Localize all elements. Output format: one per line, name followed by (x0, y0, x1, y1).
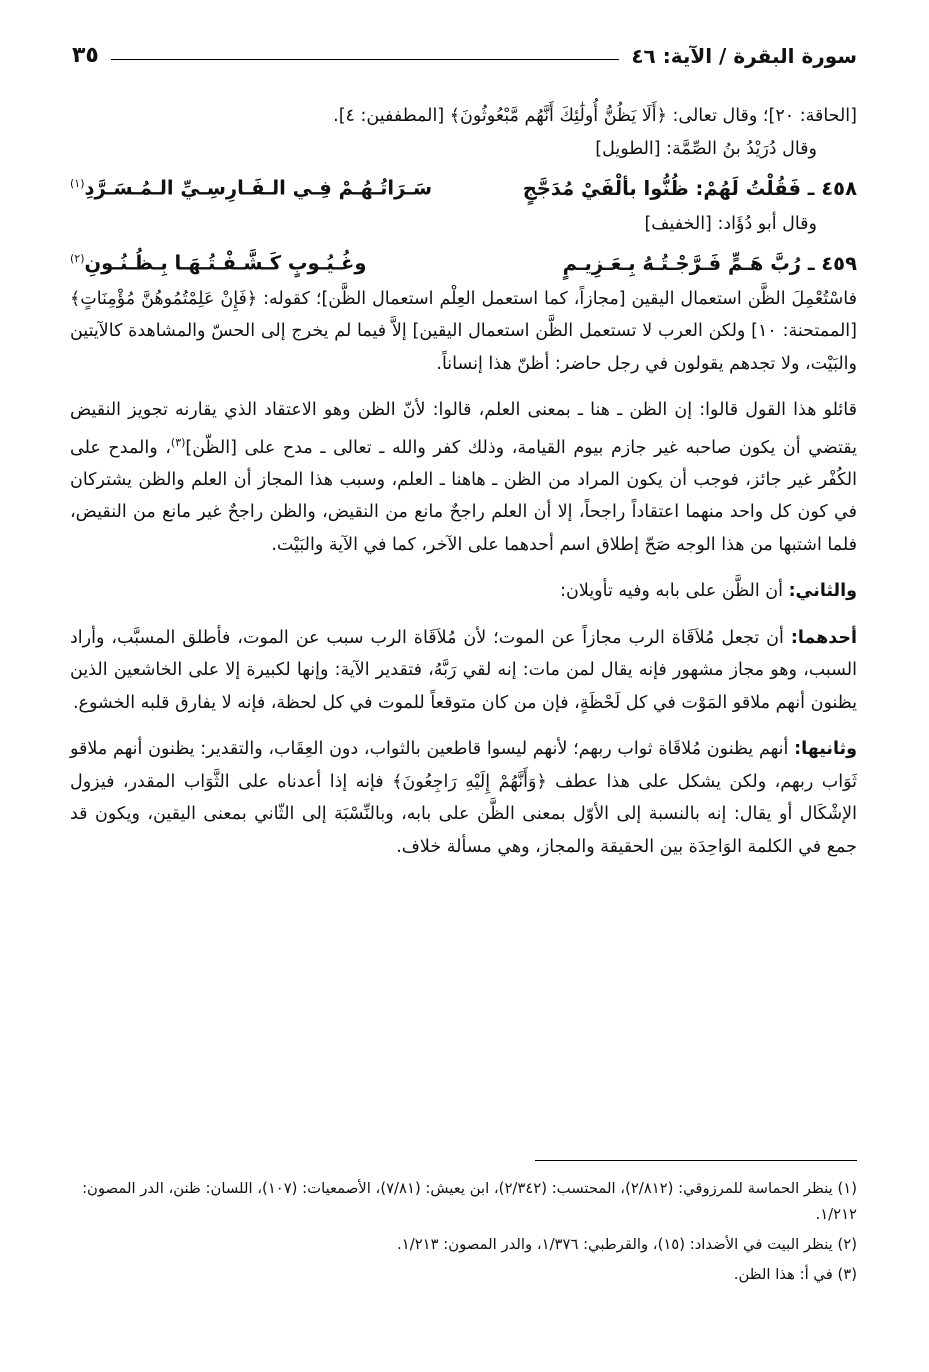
verse-459-second-hemistich (70, 240, 367, 283)
paragraph-gap (70, 608, 857, 622)
verse-458-first-hemistich (523, 170, 857, 208)
running-title: سورة البقرة / الآية: ٤٦ (631, 44, 857, 68)
lead-first-interpretation: أحدهما: (790, 627, 857, 648)
footnote-1: (١) ينظر الحماسة للمرزوقي: (٢/٨١٢)، المحتسب: (٢/٣٤٢)، ابن يعيش: (٧/٨١)، الأصمعيات: (١٠٧)، اللسان: ظنن، الدر المصون: ١/٢١٢. (82, 1180, 857, 1223)
verse-459-right: ـ رُبَّ هَـمٍّ فَـرَّجْـتُـهُ بِـعَـزِيـمٍ (562, 251, 815, 275)
footnote-2: (٢) ينظر البيت في الأضداد: (١٥)، والقرطبي: ١/٣٧٦، والدر المصون: ١/٢١٣. (397, 1236, 857, 1253)
verse-458-right: ـ فَقُلْتُ لَهُمْ: ظُنُّوا بألْفَيْ مُدَجَّجٍ (522, 176, 815, 200)
footnote-ref-2[interactable]: (٢) (70, 252, 85, 265)
verse-458-number: ٤٥٨ (821, 176, 857, 200)
page-number: ٣٥ (72, 43, 99, 68)
verse-459 (70, 240, 857, 283)
interpretation-two-text: أنهم يظنون مُلاقَاة ثواب ربهم؛ لأنهم ليسوا قاطعين بالثواب، دون العِقَاب، والتقدير: يظنون أنهم ملاقو ثَوَاب ربهم، ولكن يشكل على هذا عطف ﴿وَأَنَّهُمْ إِلَيْهِ رَاجِعُونَ﴾ فإنه إذا أعدناه على الثَّوَاب المقدر، فيزول الإشْكَال أو يقال: إنه بالنسبة إلى الأوّل بمعنى الظَّن على بابه، وبالنِّسْبَة إلى الثّاني بمعنى اليقين، ويكون قد جمع في الكلمة الوَاحِدَة بين الحقيقة والمجاز، وهي مسألة خلاف. (70, 739, 857, 857)
poet-intro-abu-duad: وقال أبو دُؤَاد: [الخفيف] (644, 213, 817, 234)
footnote-ref-3[interactable]: (٣) (170, 435, 186, 449)
paragraph-first-opinion-b: ، والمدح على الكُفْر غير جائز، فوجب أن يكون المراد من الظن ـ هاهنا ـ العلم، وسبب هذا المجاز أن العلم والظن يشتركان في كون كل واحد منهما اعتقاداً راجحاً، إلا أن العلم راجحٌ مانع من النقيض، والظن راجحٌ غير مانع من النقيض، فلما اشتبها من هذا الوجه صَحّ إطلاق اسم أحدهما على الآخر، كما في الآية والبَيْت. (70, 437, 857, 555)
paragraph-gap (70, 719, 857, 733)
footnote-3: (٣) في أ: هذا الظن. (733, 1266, 857, 1283)
paragraph-second-opinion (70, 575, 857, 608)
verse-458-left: سَـرَاتُـهُـمْ فِـي الـفَـارِسِـيِّ الـمُـسَـرَّدِ (84, 176, 433, 200)
paragraph-usage: فاسْتُعْمِلَ الظَّن استعمال اليقين [مجازاً، كما استعمل العِلْم استعمال الظَّن]؛ كقوله: ﴿فَإِنْ عَلِمْتُمُوهُنَّ مُؤْمِنَاتٍ﴾ [الممتحنة: ١٠] ولكن العرب لا تستعمل الظَّن استعمال اليقين] إلاَّ فيما لم يخرج إلى الحسّ والمشاهدة كالآيتين والبَيْت، ولا تجدهم يقولون في رجل حاضر: أظنّ هذا إنساناً. (70, 288, 857, 374)
paragraph-interpretation-two (70, 733, 857, 863)
paragraph-gap (70, 380, 857, 394)
verse-459-number: ٤٥٩ (821, 251, 857, 275)
paragraph-first-opinion-a: قائلو هذا القول قالوا: إن الظن ـ هنا ـ بمعنى العلم، قالوا: لأنّ الظن وهو الاعتقاد الذي يقارنه تجويز النقيض يقتضي أن يكون صاحبه غير جازم بيوم القيامة، وذلك كفر والله ـ تعالى ـ مدح على [الظّن] (70, 400, 857, 458)
paragraph-interpretation-one (70, 622, 857, 720)
paragraph-first-opinion (70, 394, 857, 561)
verse-458-second-hemistich (70, 165, 432, 208)
paragraph-gap (70, 561, 857, 575)
verse-459-left: وغُـيُـوبٍ كَـشَّـفْـتُـهَـا بِـظُـنُـونِ (84, 251, 367, 275)
page-header (72, 38, 857, 68)
lead-second: والثاني: (788, 581, 857, 602)
second-opinion-text: أن الظَّن على بابه وفيه تأويلان: (560, 581, 789, 602)
verse-458 (70, 165, 857, 208)
lead-second-interpretation: وثانيها: (794, 739, 857, 760)
verse-459-first-hemistich (563, 245, 857, 283)
interpretation-one-text: أن تجعل مُلاَقَاة الرب مجازاً عن الموت؛ لأن مُلاَقَاة الرب سبب عن الموت، فأطلق المسبَّب، وأراد السبب، وهو مجاز مشهور فإنه يقال لمن مات: إنه لقي رَبَّهُ، فتقدير الآية: وإنها لكبيرة إلا على الخاشعين الذين يظنون أنهم ملاقو المَوْت في كل لَحْظَةٍ، فإن من كان متوقعاً للموت في كل لحظة، فإنه لا يفارق قلبه الخشوع. (70, 627, 857, 713)
header-rule (111, 59, 619, 60)
footnotes (70, 1176, 857, 1292)
main-text (70, 100, 857, 863)
line-quran-citation: [الحاقة: ٢٠]؛ وقال تعالى: ﴿أَلَا يَظُنُّ أُولَٰئِكَ أَنَّهُم مَّبْعُوثُونَ﴾ [المطففين: ٤]. (333, 106, 857, 126)
footnote-ref-1[interactable]: (١) (70, 177, 85, 190)
poet-intro-duraid: وقال دُرَيْدُ بنُ الصِّمَّة: [الطويل] (595, 138, 817, 159)
footnotes-divider (535, 1160, 857, 1161)
